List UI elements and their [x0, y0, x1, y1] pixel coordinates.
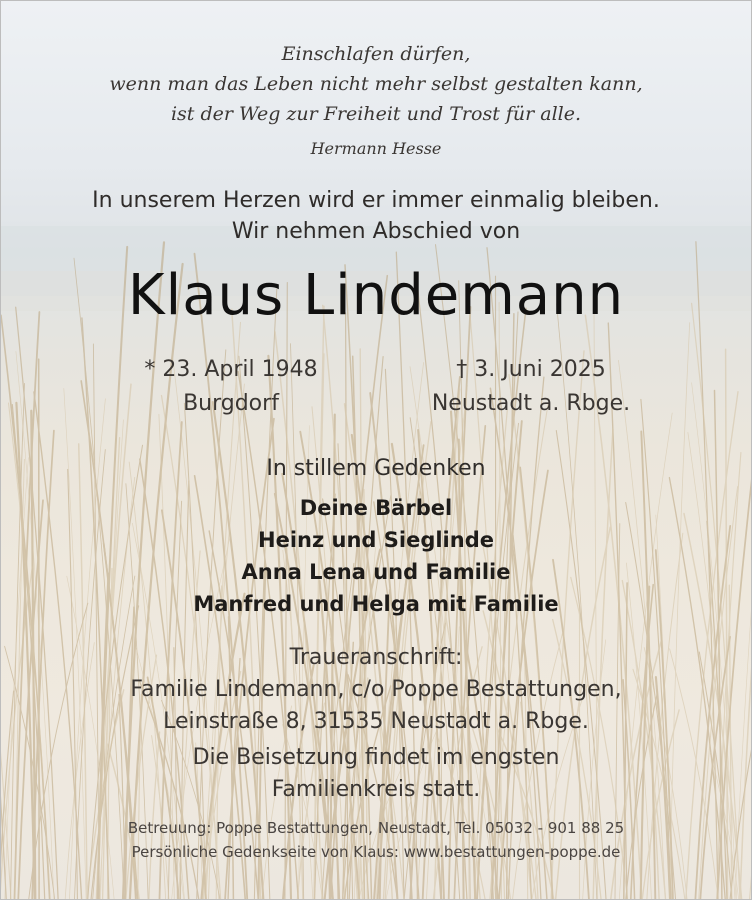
mourner-1: Deine Bärbel [299, 496, 453, 520]
death-place: Neustadt a. Rbge. [431, 391, 631, 416]
birth-date: * 23. April 1948 [144, 357, 318, 382]
burial-line-2: Familienkreis statt. [271, 777, 481, 802]
obituary-content [1, 1, 751, 899]
birth-info [111, 353, 351, 421]
mourner-4: Manfred und Helga mit Familie [193, 592, 559, 616]
address-label: Traueranschrift: [289, 645, 463, 670]
mourner-2: Heinz und Sieglinde [258, 528, 494, 552]
death-info [411, 353, 651, 421]
footer-contact: Betreuung: Poppe Bestattungen, Neustadt, Tel. 05032 - 901 88 25 [127, 819, 625, 837]
verse-line-2: wenn man das Leben nicht mehr selbst gestalten kann, [109, 73, 643, 95]
intro-line-1: In unserem Herzen wird er immer einmalig bleiben. [92, 188, 660, 213]
mourners-heading: In stillem Gedenken [266, 456, 486, 481]
verse-line-1: Einschlafen dürfen, [281, 43, 471, 65]
mourner-3: Anna Lena und Familie [241, 560, 511, 584]
intro-line-2: Wir nehmen Abschied von [231, 219, 521, 244]
verse-line-3: ist der Weg zur Freiheit und Trost für alle. [170, 103, 582, 125]
deceased-name: Klaus Lindemann [127, 263, 625, 328]
death-date: † 3. Juni 2025 [456, 357, 606, 382]
address-line-1: Familie Lindemann, c/o Poppe Bestattungen, [130, 677, 622, 702]
footer-memorial-page: Persönliche Gedenkseite von Klaus: www.bestattungen-poppe.de [131, 843, 621, 861]
birth-place: Burgdorf [183, 391, 279, 416]
burial-line-1: Die Beisetzung findet im engsten [192, 745, 560, 770]
address-line-2: Leinstraße 8, 31535 Neustadt a. Rbge. [163, 709, 589, 734]
verse-author: Hermann Hesse [310, 139, 442, 158]
